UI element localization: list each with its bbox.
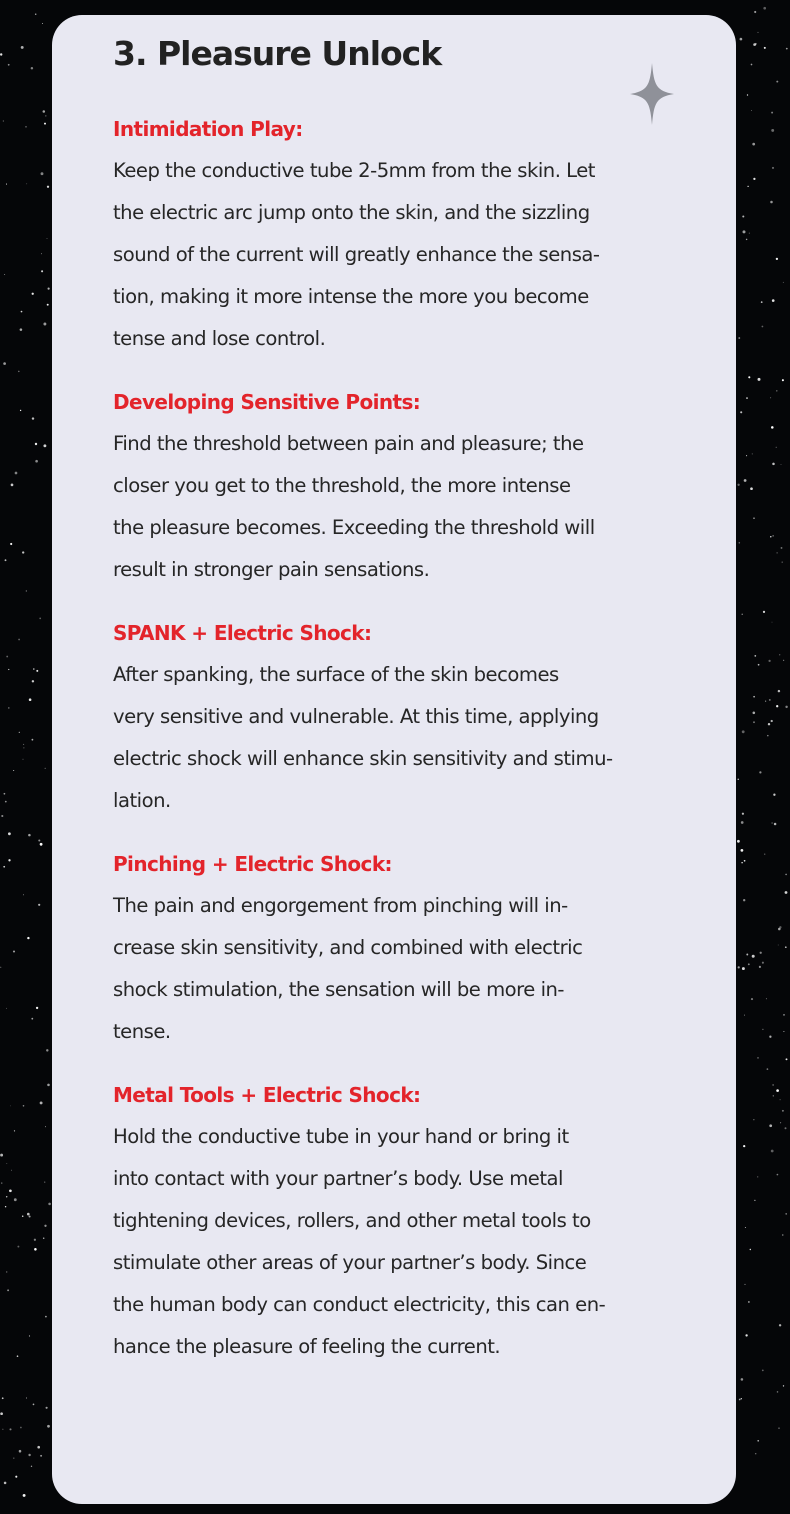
star <box>755 43 757 45</box>
star <box>29 1335 30 1336</box>
star <box>741 1398 742 1399</box>
star <box>6 656 8 658</box>
page-title: 3. Pleasure Unlock <box>113 34 442 73</box>
star <box>778 1428 779 1429</box>
star <box>31 67 33 69</box>
star <box>46 1407 48 1409</box>
star <box>780 1099 781 1100</box>
star <box>772 822 773 823</box>
star <box>10 1106 11 1107</box>
star <box>748 963 750 965</box>
star <box>752 453 753 454</box>
star <box>39 618 41 620</box>
star <box>23 1494 26 1497</box>
star <box>786 1058 788 1060</box>
star <box>28 1454 30 1456</box>
star <box>31 1018 33 1020</box>
star <box>45 1316 47 1318</box>
star <box>782 561 783 562</box>
star <box>771 1150 774 1153</box>
star <box>768 723 770 725</box>
star <box>785 1127 787 1129</box>
star <box>764 854 765 855</box>
star <box>745 1334 747 1336</box>
star <box>763 611 765 613</box>
star <box>11 484 14 487</box>
article-content <box>113 33 683 1368</box>
star <box>762 962 764 964</box>
star <box>47 186 49 188</box>
star <box>742 730 745 733</box>
star <box>11 1170 12 1171</box>
star <box>770 201 773 204</box>
star <box>757 1057 758 1058</box>
star <box>6 1163 7 1164</box>
section-metal-tools-electric-shock <box>113 1074 683 1368</box>
star <box>759 966 761 968</box>
star <box>3 362 6 365</box>
star <box>48 288 50 290</box>
star <box>32 680 34 682</box>
star <box>20 328 23 331</box>
star <box>20 410 21 411</box>
star <box>1 1183 2 1184</box>
star <box>753 696 755 698</box>
star <box>771 720 773 722</box>
star <box>2 1397 4 1399</box>
section-heading: Pinching + Electric Shock: <box>113 852 392 876</box>
star <box>779 654 780 655</box>
star <box>783 282 784 283</box>
star <box>781 464 782 465</box>
star <box>751 110 752 111</box>
star <box>18 639 20 641</box>
star <box>783 1031 784 1032</box>
star <box>774 823 777 826</box>
star <box>15 1476 17 1478</box>
star <box>772 167 774 169</box>
body-line: tense. <box>113 1020 171 1043</box>
star <box>23 1105 25 1107</box>
star <box>782 379 784 381</box>
star <box>0 1154 3 1157</box>
star <box>761 301 763 303</box>
star <box>32 417 34 419</box>
star <box>28 834 31 837</box>
star <box>772 463 775 466</box>
star <box>29 698 32 701</box>
star <box>41 270 43 272</box>
star <box>773 794 775 796</box>
star <box>770 397 771 398</box>
body-line: tightening devices, rollers, and other metal tools to <box>113 1209 591 1232</box>
star <box>6 1008 7 1009</box>
star <box>8 832 11 835</box>
star <box>8 64 10 66</box>
star <box>43 1237 44 1238</box>
body-line: shock stimulation, the sensation will be more in- <box>113 978 565 1001</box>
star <box>4 274 5 275</box>
star <box>746 954 748 956</box>
body-line: stimulate other areas of your partner’s body. Since <box>113 1251 587 1274</box>
star <box>783 1014 784 1015</box>
section-intimidation-play <box>113 108 683 360</box>
star <box>740 411 742 413</box>
star <box>1 815 3 817</box>
star <box>748 1301 749 1302</box>
star <box>757 1176 758 1177</box>
body-line: the human body can conduct electricity, this can en- <box>113 1293 606 1316</box>
star <box>22 1215 23 1216</box>
star <box>771 112 773 114</box>
star <box>749 233 750 234</box>
star <box>757 1440 759 1442</box>
body-line: lation. <box>113 789 171 812</box>
star <box>783 660 784 661</box>
star <box>22 551 24 553</box>
star <box>20 1427 22 1429</box>
star <box>19 1450 22 1453</box>
star <box>742 813 744 815</box>
star <box>765 701 766 702</box>
star <box>36 670 38 672</box>
star <box>781 547 783 549</box>
star <box>48 1203 51 1206</box>
star <box>5 801 7 803</box>
star <box>740 38 743 41</box>
star <box>768 660 770 662</box>
star <box>767 1068 769 1070</box>
body-line: Keep the conductive tube 2-5mm from the skin. Let <box>113 159 595 182</box>
star <box>739 1399 741 1401</box>
star <box>18 371 20 373</box>
star <box>778 945 779 946</box>
star <box>750 1249 751 1250</box>
star <box>776 1089 779 1092</box>
star <box>9 1189 12 1192</box>
star <box>772 299 775 302</box>
star <box>17 1355 19 1357</box>
star <box>757 32 758 33</box>
star <box>41 253 42 254</box>
star <box>776 390 777 391</box>
star <box>759 771 761 773</box>
star <box>742 614 743 615</box>
star <box>742 215 744 217</box>
body-line: After spanking, the surface of the skin becomes <box>113 663 559 686</box>
star <box>738 966 740 968</box>
section-body <box>113 150 683 360</box>
star <box>776 258 778 260</box>
star <box>47 1084 50 1087</box>
body-line: Find the threshold between pain and pleasure; the <box>113 432 584 455</box>
star <box>8 669 9 670</box>
star <box>34 1239 36 1241</box>
star <box>750 487 753 490</box>
star <box>27 937 29 939</box>
star <box>33 1404 35 1406</box>
star <box>769 1036 771 1038</box>
body-line: tion, making it more intense the more you become <box>113 285 589 308</box>
body-line: closer you get to the threshold, the more intense <box>113 474 571 497</box>
star <box>743 230 746 233</box>
star <box>44 123 46 125</box>
star <box>744 1015 745 1016</box>
star <box>21 311 23 313</box>
body-line: Hold the conductive tube in your hand or bring it <box>113 1125 569 1148</box>
star <box>741 849 744 852</box>
section-body <box>113 1116 683 1368</box>
star <box>26 1398 27 1399</box>
star <box>776 81 778 83</box>
star <box>4 793 6 795</box>
star <box>785 891 788 894</box>
star <box>22 759 23 760</box>
star <box>753 517 755 519</box>
star <box>14 1198 17 1201</box>
star <box>26 590 27 591</box>
section-heading: Intimidation Play: <box>113 117 303 141</box>
star <box>772 1084 773 1085</box>
star <box>758 664 760 666</box>
star <box>776 447 777 448</box>
star <box>745 1284 746 1285</box>
star <box>36 1007 38 1009</box>
star <box>744 479 747 482</box>
star <box>786 48 788 50</box>
section-pinching-electric-shock <box>113 843 683 1053</box>
star <box>748 376 750 378</box>
body-line: the electric arc jump onto the skin, and the sizzling <box>113 201 590 224</box>
star <box>43 444 46 447</box>
star <box>44 1225 46 1227</box>
star <box>769 699 771 701</box>
star <box>5 559 7 561</box>
star <box>40 843 43 846</box>
star <box>23 747 24 748</box>
star <box>45 1126 46 1127</box>
star <box>777 552 778 553</box>
star <box>769 1124 772 1127</box>
star <box>737 840 740 843</box>
star <box>4 1482 7 1485</box>
star <box>777 1174 779 1176</box>
body-line: hance the pleasure of feeling the current. <box>113 1335 501 1358</box>
star <box>780 1122 781 1123</box>
body-line: sound of the current will greatly enhance the sensa- <box>113 243 600 266</box>
body-line: very sensitive and vulnerable. At this time, applying <box>113 705 599 728</box>
star <box>772 622 773 623</box>
star <box>771 426 774 429</box>
star <box>746 455 747 456</box>
star <box>771 129 774 132</box>
star <box>766 998 767 999</box>
section-heading: SPANK + Electric Shock: <box>113 621 372 645</box>
star <box>746 239 748 241</box>
star <box>745 1227 746 1228</box>
star <box>782 1110 784 1112</box>
star <box>762 1369 764 1371</box>
star <box>758 378 761 381</box>
star <box>754 1200 755 1201</box>
star <box>741 862 742 863</box>
star <box>31 1466 32 1467</box>
star <box>785 1213 787 1215</box>
star <box>743 1145 745 1147</box>
star <box>15 472 18 475</box>
star <box>47 238 48 239</box>
star <box>762 326 764 328</box>
star <box>6 1271 7 1272</box>
star <box>737 484 739 486</box>
star <box>10 543 12 545</box>
star <box>33 668 35 670</box>
star <box>767 735 769 737</box>
star <box>751 998 753 1000</box>
section-heading: Developing Sensitive Points: <box>113 390 421 414</box>
star <box>743 899 745 901</box>
star <box>40 1455 42 1457</box>
star <box>753 712 756 715</box>
star <box>779 1324 781 1326</box>
star <box>14 1130 15 1131</box>
star <box>21 46 24 49</box>
star <box>2 1429 3 1430</box>
body-line: result in stronger pain sensations. <box>113 558 430 581</box>
star <box>747 94 748 95</box>
star <box>739 542 741 544</box>
star <box>32 293 34 295</box>
star <box>9 1428 11 1430</box>
star <box>37 1446 40 1449</box>
section-developing-sensitive-points <box>113 381 683 591</box>
star <box>47 304 49 306</box>
star <box>43 110 46 113</box>
star <box>0 1412 3 1415</box>
star <box>762 1029 763 1030</box>
section-heading: Metal Tools + Electric Shock: <box>113 1083 421 1107</box>
star <box>0 967 1 968</box>
star <box>8 859 10 861</box>
star <box>760 952 762 954</box>
star <box>744 860 746 862</box>
star <box>3 120 4 121</box>
star <box>19 732 20 733</box>
star <box>26 183 27 184</box>
star <box>738 337 740 339</box>
star <box>6 1196 7 1197</box>
star <box>45 768 46 769</box>
star <box>8 707 10 709</box>
star <box>785 947 786 948</box>
body-line: into contact with your partner’s body. Use metal <box>113 1167 563 1190</box>
star <box>753 178 755 180</box>
star <box>32 739 34 741</box>
star <box>38 839 40 841</box>
star <box>741 1378 744 1381</box>
star <box>754 655 756 657</box>
star <box>38 904 40 906</box>
star <box>764 47 766 49</box>
star <box>35 14 36 15</box>
star <box>754 11 756 13</box>
star <box>44 1182 45 1183</box>
star <box>27 1213 30 1216</box>
star <box>747 186 748 187</box>
star <box>3 866 5 868</box>
star <box>17 1246 19 1248</box>
star <box>35 460 38 463</box>
star <box>40 1101 43 1104</box>
star <box>738 779 739 780</box>
star <box>770 536 771 537</box>
star <box>778 690 780 692</box>
star <box>785 874 787 876</box>
star <box>783 1385 784 1386</box>
star <box>0 53 2 55</box>
star <box>41 172 44 175</box>
star <box>47 1425 50 1428</box>
star <box>741 821 744 824</box>
star <box>742 967 745 970</box>
star <box>773 1095 774 1096</box>
section-body <box>113 654 683 822</box>
star <box>42 23 43 24</box>
section-body <box>113 885 683 1053</box>
star <box>13 1457 14 1458</box>
star <box>777 1391 779 1393</box>
star <box>785 706 787 708</box>
star <box>23 894 24 895</box>
star <box>43 323 46 326</box>
star <box>746 397 748 399</box>
section-body <box>113 423 683 591</box>
star <box>776 705 778 707</box>
body-line: crease skin sensitivity, and combined with electric <box>113 936 583 959</box>
star <box>7 1289 9 1291</box>
star <box>772 535 773 536</box>
star <box>763 7 766 10</box>
body-line: The pain and engorgement from pinching will in- <box>113 894 568 917</box>
star <box>25 126 27 128</box>
star <box>782 1234 783 1235</box>
star <box>13 770 14 771</box>
star <box>34 1248 37 1251</box>
star <box>23 744 24 745</box>
body-line: electric shock will enhance skin sensitivity and stimu- <box>113 747 613 770</box>
body-line: tense and lose control. <box>113 327 326 350</box>
star <box>45 115 46 116</box>
star <box>751 64 753 66</box>
star <box>755 1453 756 1454</box>
star <box>753 721 755 723</box>
content-card <box>52 15 736 1504</box>
star <box>752 143 755 146</box>
star <box>29 1215 31 1217</box>
star <box>13 950 15 952</box>
star <box>752 955 755 958</box>
section-spank-electric-shock <box>113 612 683 822</box>
star <box>46 1049 48 1051</box>
star <box>778 928 781 931</box>
star <box>753 1119 754 1120</box>
star <box>35 443 37 445</box>
star <box>5 1206 6 1207</box>
body-line: the pleasure becomes. Exceeding the threshold will <box>113 516 595 539</box>
star <box>6 184 7 185</box>
